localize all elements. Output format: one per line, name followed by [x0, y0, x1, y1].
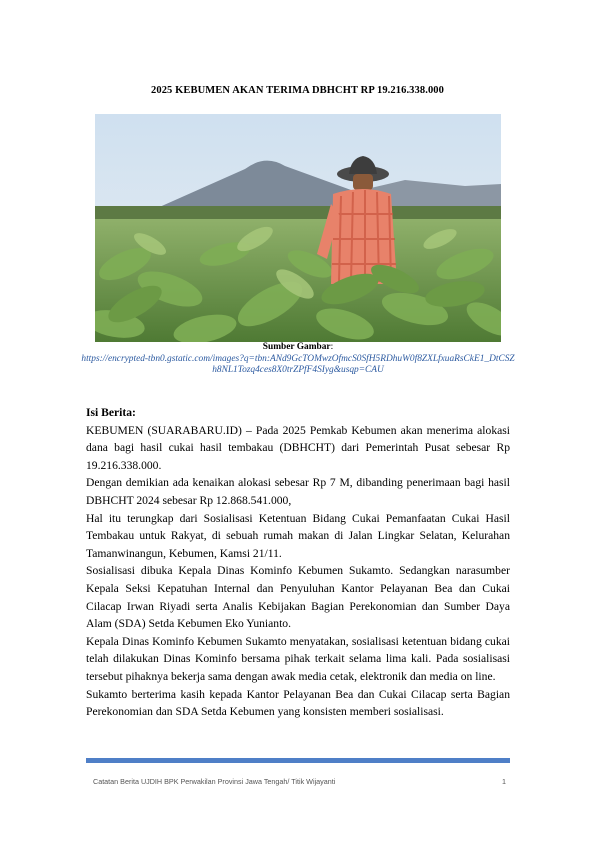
image-caption: [80, 342, 516, 377]
caption-colon: :: [330, 342, 334, 352]
paragraph: Sukamto berterima kasih kepada Kantor Pelayanan Bea dan Cukai Cilacap serta Bagian Perekonomian dan SDA Setda Kebumen yang konsisten memberi sosialisasi.: [86, 687, 510, 719]
image-source-link[interactable]: https://encrypted-tbn0.gstatic.com/images?q=tbn:ANd9GcTOMwzOfmcS0SfH5RDhuW0f8ZXLfxuaRsCkE1_DtCSZh8NL1Tozq4ces8X0trZPfF4SIyg&usqp=CAU: [81, 353, 515, 375]
paragraph: KEBUMEN (SUARABARU.ID) – Pada 2025 Pemkab Kebumen akan menerima alokasi dana bagi hasil cukai hasil tembakau (DBHCHT) dari Pemerintah Pusat sebesar Rp 19.216.338.000.: [86, 423, 510, 472]
article-title: 2025 KEBUMEN AKAN TERIMA DBHCHT RP 19.216.338.000: [151, 85, 444, 96]
paragraph: Kepala Dinas Kominfo Kebumen Sukamto menyatakan, sosialisasi ketentuan bidang cukai telah dilakukan Dinas Kominfo bersama pihak terkait selama lima kali. Pada sosialisasi tersebut pihaknya bekerja sama dengan awak media cetak, elektronik dan media on line.: [86, 634, 510, 683]
paragraph: Hal itu terungkap dari Sosialisasi Ketentuan Bidang Cukai Pemanfaatan Cukai Hasil Tembakau untuk Rakyat, di sebuah rumah makan di Jalan Lingkar Selatan, Kelurahan Tamanwinangun, Kebumen, Kamsi 21/11.: [86, 511, 510, 560]
article-body: [86, 404, 510, 721]
section-heading: Isi Berita:: [86, 406, 136, 419]
tobacco-field-photo: [95, 114, 501, 342]
page-number: 1: [502, 777, 506, 786]
caption-label: Sumber Gambar: [262, 342, 331, 352]
paragraph: Sosialisasi dibuka Kepala Dinas Kominfo Kebumen Sukamto. Sedangkan narasumber Kepala Seksi Kepatuhan Internal dan Penyuluhan Kantor Pelayanan Bea dan Cukai Cilacap Irwan Riyadi serta Analis Kebijakan Bagian Perekonomian dan Sumber Daya Alam (SDA) Setda Kebumen Eko Yunianto.: [86, 564, 510, 631]
paragraph: Dengan demikian ada kenaikan alokasi sebesar Rp 7 M, dibanding penerimaan bagi hasil DBHCHT 2024 sebesar Rp 12.868.541.000,: [86, 476, 510, 507]
footer-text: Catatan Berita UJDIH BPK Perwakilan Provinsi Jawa Tengah/ Titik Wijayanti: [93, 777, 336, 786]
page-footer: [93, 777, 506, 786]
footer-divider: [86, 758, 510, 763]
